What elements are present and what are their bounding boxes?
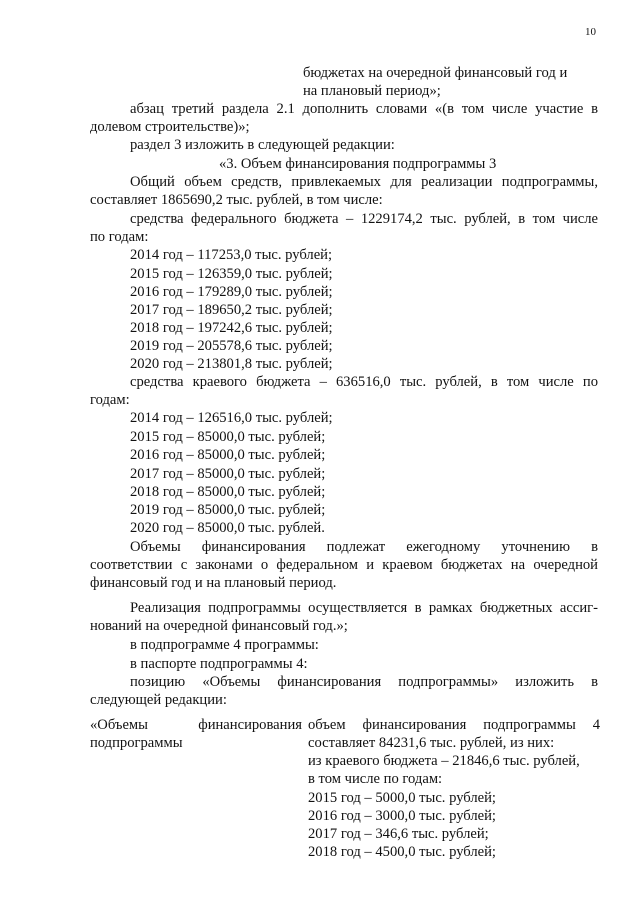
list-item: 2014 год – 117253,0 тыс. рублей; bbox=[130, 247, 333, 263]
list-item: 2018 год – 197242,6 тыс. рублей; bbox=[130, 320, 333, 336]
text-line: на плановый период»; bbox=[303, 83, 441, 99]
table-right-cell-line: в том числе по годам: bbox=[308, 771, 443, 787]
text-line: составляет 1865690,2 тыс. рублей, в том числе: bbox=[90, 192, 383, 208]
text-line: раздел 3 изложить в следующей редакции: bbox=[130, 137, 395, 153]
text-line: соответствии с законами о федеральном и краевом бюджетах на очередной bbox=[90, 557, 598, 573]
text-line: следующей редакции: bbox=[90, 692, 227, 708]
table-right-cell-line: 2016 год – 3000,0 тыс. рублей; bbox=[308, 808, 496, 824]
text-line: годам: bbox=[90, 392, 130, 408]
text-line: Общий объем средств, привлекаемых для реализации подпрограммы, bbox=[130, 174, 598, 190]
list-item: 2016 год – 85000,0 тыс. рублей; bbox=[130, 447, 326, 463]
list-item: 2020 год – 85000,0 тыс. рублей. bbox=[130, 520, 325, 536]
list-item: 2015 год – 85000,0 тыс. рублей; bbox=[130, 429, 326, 445]
text-line: Объемы финансирования подлежат ежегодному уточнению в bbox=[130, 539, 598, 555]
list-item: 2018 год – 85000,0 тыс. рублей; bbox=[130, 484, 326, 500]
list-item: 2015 год – 126359,0 тыс. рублей; bbox=[130, 266, 333, 282]
page-number: 10 bbox=[585, 26, 596, 38]
list-item: 2019 год – 85000,0 тыс. рублей; bbox=[130, 502, 326, 518]
list-item: 2020 год – 213801,8 тыс. рублей; bbox=[130, 356, 333, 372]
text-line: средства краевого бюджета – 636516,0 тыс. рублей, в том числе по bbox=[130, 374, 598, 390]
text-line: средства федерального бюджета – 1229174,2 тыс. рублей, в том числе bbox=[130, 211, 598, 227]
text-line: нований на очередной финансовый год.»; bbox=[90, 618, 348, 634]
text-line: финансовый год и на плановый период. bbox=[90, 575, 337, 591]
text-line: в паспорте подпрограммы 4: bbox=[130, 656, 308, 672]
list-item: 2017 год – 85000,0 тыс. рублей; bbox=[130, 466, 326, 482]
text-line: в подпрограмме 4 программы: bbox=[130, 637, 319, 653]
table-left-cell-line: подпрограммы bbox=[90, 735, 183, 751]
table-right-cell-line: из краевого бюджета – 21846,6 тыс. рублей, bbox=[308, 753, 580, 769]
list-item: 2014 год – 126516,0 тыс. рублей; bbox=[130, 410, 333, 426]
table-right-cell-line: составляет 84231,6 тыс. рублей, из них: bbox=[308, 735, 555, 751]
table-left-cell-line: «Объемы финансирования bbox=[90, 717, 302, 733]
text-line: долевом строительстве)»; bbox=[90, 119, 250, 135]
text-line: Реализация подпрограммы осуществляется в рамках бюджетных ассиг- bbox=[130, 600, 598, 616]
list-item: 2016 год – 179289,0 тыс. рублей; bbox=[130, 284, 333, 300]
text-line: бюджетах на очередной финансовый год и bbox=[303, 65, 568, 81]
text-line: по годам: bbox=[90, 229, 149, 245]
list-item: 2019 год – 205578,6 тыс. рублей; bbox=[130, 338, 333, 354]
table-right-cell-line: 2017 год – 346,6 тыс. рублей; bbox=[308, 826, 489, 842]
section-heading: «3. Объем финансирования подпрограммы 3 bbox=[219, 156, 497, 172]
text-line: позицию «Объемы финансирования подпрограммы» изложить в bbox=[130, 674, 598, 690]
table-right-cell-line: 2015 год – 5000,0 тыс. рублей; bbox=[308, 790, 496, 806]
list-item: 2017 год – 189650,2 тыс. рублей; bbox=[130, 302, 333, 318]
table-right-cell-line: 2018 год – 4500,0 тыс. рублей; bbox=[308, 844, 496, 860]
text-line: абзац третий раздела 2.1 дополнить словами «(в том числе участие в bbox=[130, 101, 598, 117]
table-right-cell-line: объем финансирования подпрограммы 4 bbox=[308, 717, 600, 733]
